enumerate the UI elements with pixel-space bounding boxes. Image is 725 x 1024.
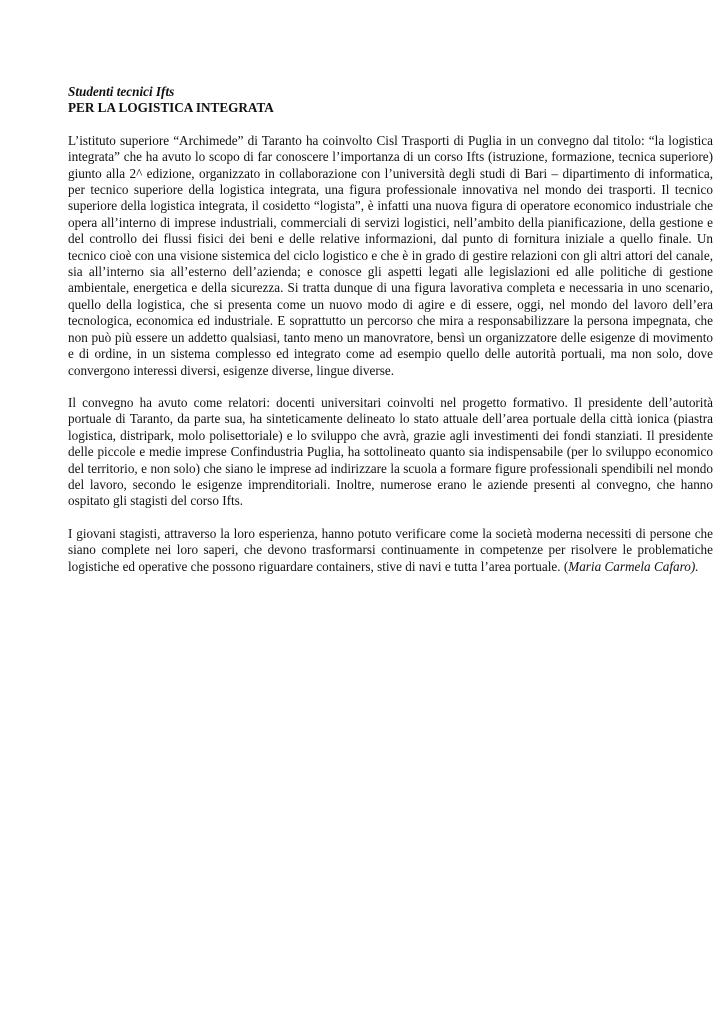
- article-paragraph-1: L’istituto superiore “Archimede” di Taranto ha coinvolto Cisl Trasporti di Puglia in un convegno dal titolo: “la logistica integrata” che ha avuto lo scopo di far conoscere l’importanza di un corso Ifts (istruzione, formazione, tecnica superiore) giunto alla 2^ edizione, organizzato in collaborazione con l’università degli studi di Bari – dipartimento di informatica, per tecnico superiore della logistica integrata, una figura professionale innovativa nel mondo dei trasporti. Il tecnico superiore della logistica integrata, il cosidetto “logista”, è infatti una nuova figura di operatore economico industriale che opera all’interno di imprese industriali, commerciali di servizi logistici, nell’ambito della pianificazione, della gestione e del controllo dei flussi fisici dei beni e delle relative informazioni, dal punto di fornitura iniziale a quello finale. Un tecnico cioè con una visione sistemica del ciclo logistico e che è in grado di gestire relazioni con gli altri attori del canale, sia all’interno sia all’esterno dell’azienda; e conosce gli aspetti legati alle legislazioni ed alle politiche di gestione ambientale, energetica e della sicurezza. Si tratta dunque di una figura lavorativa completa e necessaria in uno scenario, quello della logistica, che si presenta come un nuovo modo di agire e di essere, oggi, nel mondo del lavoro dell’era tecnologica, economica ed industriale. E soprattutto un percorso che mira a responsabilizzare la persona impegnata, che non può più essere un addetto qualsiasi, tanto meno un manovratore, bensì un organizzatore delle esigenze di movimento e di ordine, in un sistema complesso ed integrato come ad esempio quello delle autorità portuali, ma non solo, dove convergono interessi diversi, esigenze diverse, lingue diverse.: [68, 132, 713, 378]
- article-paragraph-3-text: I giovani stagisti, attraverso la loro esperienza, hanno potuto verificare come la società moderna necessiti di persone che siano complete nei loro saperi, che devono trasformarsi continuamente in competenze per risolvere le problematiche logistiche ed operative che possono riguardare containers, stive di navi e tutta l’area portuale. (: [68, 525, 713, 574]
- article-kicker: Studenti tecnici Ifts: [68, 84, 175, 99]
- article-headline: PER LA LOGISTICA INTEGRATA: [68, 100, 274, 116]
- article-paragraph-3: [68, 526, 713, 575]
- document-page: [68, 84, 713, 591]
- author-signature: Maria Carmela Cafaro).: [568, 558, 699, 574]
- article-paragraph-2: Il convegno ha avuto come relatori: docenti universitari coinvolti nel progetto formativo. Il presidente dell’autorità portuale di Taranto, da parte sua, ha sinteticamente delineato lo stato attuale dell’area portuale della città ionica (piastra logistica, distripark, molo polisettoriale) e lo sviluppo che avrà, grazie agli investimenti dei fondi stanziati. Il presidente delle piccole e medie imprese Confindustria Puglia, ha sottolineato quanto sia indispensabile (per lo sviluppo economico del territorio, e non solo) che siano le imprese ad indirizzare la scuola a formare figure professionali spendibili nel mondo del lavoro, secondo le esigenze imprenditoriali. Inoltre, numerose erano le aziende presenti al convegno, che hanno ospitato gli stagisti del corso Ifts.: [68, 394, 713, 509]
